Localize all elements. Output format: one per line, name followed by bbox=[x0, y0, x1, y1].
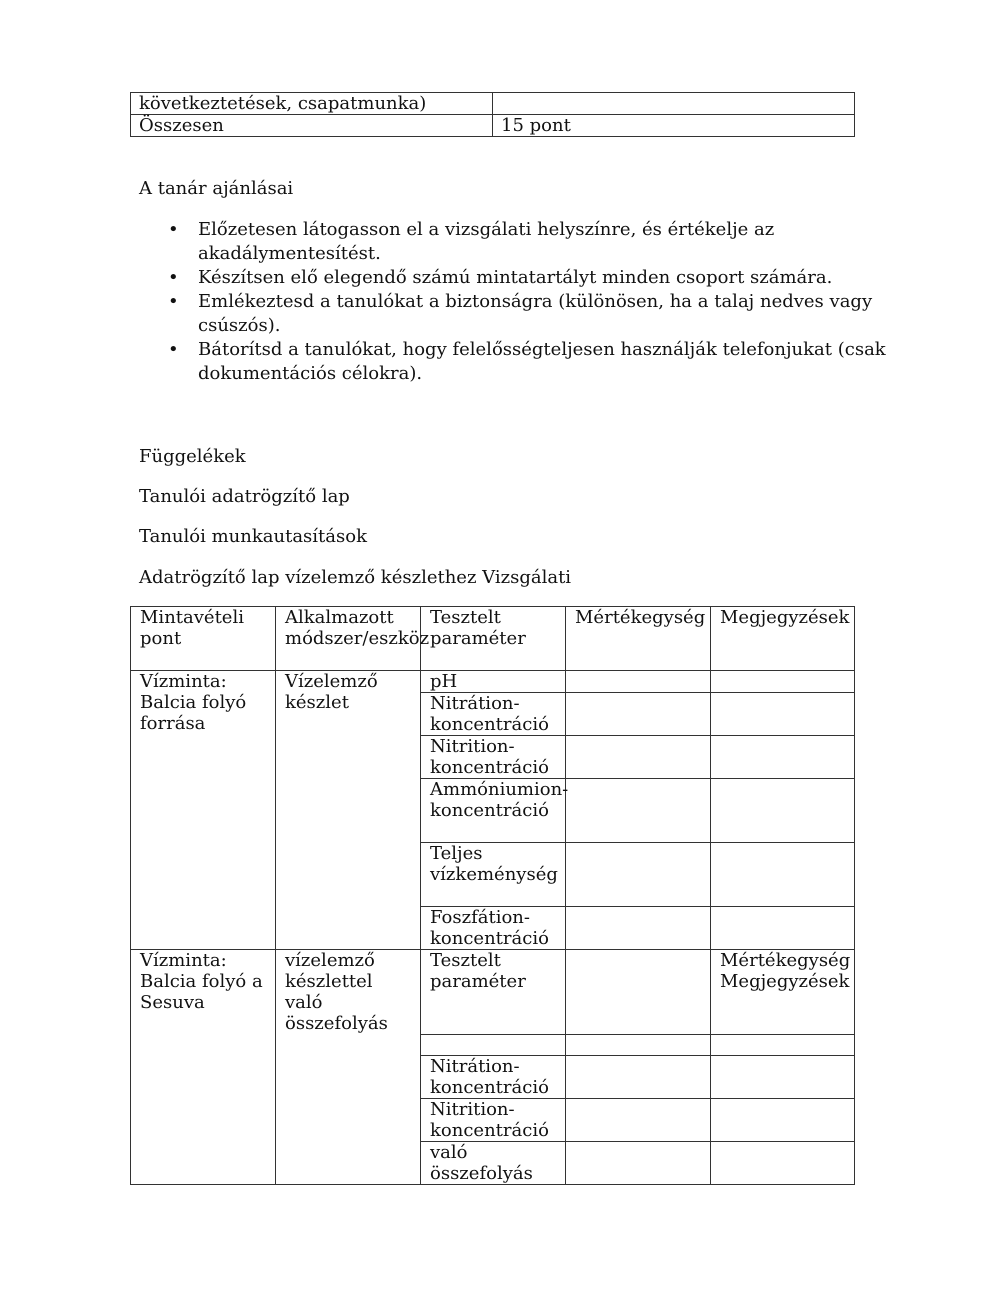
table-cell bbox=[493, 93, 855, 115]
total-label: Összesen bbox=[131, 115, 493, 137]
column-header: Alkalmazott módszer/eszköz bbox=[276, 607, 421, 671]
table-row bbox=[131, 115, 855, 137]
note-cell bbox=[711, 1056, 855, 1099]
list-item bbox=[168, 290, 888, 338]
table-cell: következtetések, csapatmunka) bbox=[131, 93, 493, 115]
unit-cell bbox=[566, 671, 711, 693]
param-cell: Teljes vízkeménység bbox=[421, 843, 566, 907]
note-cell bbox=[711, 779, 855, 843]
note-cell: Mértékegység Megjegyzések bbox=[711, 950, 855, 1035]
bullet-icon: • bbox=[168, 267, 179, 288]
list-item-text: Bátorítsd a tanulókat, hogy felelősségteljesen használják telefonjukat (csak dokumentációs célokra). bbox=[198, 339, 886, 384]
appendix-title: Függelékek bbox=[139, 446, 246, 467]
column-header: Mértékegység bbox=[566, 607, 711, 671]
unit-cell bbox=[566, 1142, 711, 1185]
param-cell: Ammóniumion-koncentráció bbox=[421, 779, 566, 843]
column-header: Megjegyzések bbox=[711, 607, 855, 671]
table-header-row bbox=[131, 607, 855, 671]
method-cell: vízelemző készlettel való összefolyás bbox=[276, 950, 421, 1185]
param-cell: pH bbox=[421, 671, 566, 693]
param-cell: Nitrition-koncentráció bbox=[421, 1099, 566, 1142]
note-cell bbox=[711, 1142, 855, 1185]
unit-cell bbox=[566, 693, 711, 736]
bullet-icon: • bbox=[168, 339, 179, 360]
list-item-text: Előzetesen látogasson el a vizsgálati helyszínre, és értékelje az akadálymentesítést. bbox=[198, 219, 775, 264]
unit-cell bbox=[566, 950, 711, 1035]
appendix-line: Tanulói adatrögzítő lap bbox=[139, 486, 350, 507]
param-cell: Tesztelt paraméter bbox=[421, 950, 566, 1035]
note-cell bbox=[711, 843, 855, 907]
data-table bbox=[130, 606, 855, 1185]
param-cell: való összefolyás bbox=[421, 1142, 566, 1185]
recommendations-heading: A tanár ajánlásai bbox=[139, 178, 294, 199]
score-table bbox=[130, 92, 855, 137]
table-row bbox=[131, 950, 855, 1035]
unit-cell bbox=[566, 779, 711, 843]
param-cell: Nitrátion-koncentráció bbox=[421, 693, 566, 736]
sample-point-cell: Vízminta: Balcia folyó forrása bbox=[131, 671, 276, 950]
note-cell bbox=[711, 1099, 855, 1142]
unit-cell bbox=[566, 1099, 711, 1142]
unit-cell bbox=[566, 843, 711, 907]
unit-cell bbox=[566, 1056, 711, 1099]
column-header: Mintavételi pont bbox=[131, 607, 276, 671]
note-cell bbox=[711, 736, 855, 779]
list-item-text: Készítsen elő elegendő számú mintatartályt minden csoport számára. bbox=[198, 267, 833, 288]
total-value: 15 pont bbox=[493, 115, 855, 137]
method-cell: Vízelemző készlet bbox=[276, 671, 421, 950]
note-cell bbox=[711, 1035, 855, 1056]
bullet-icon: • bbox=[168, 291, 179, 312]
column-header: Tesztelt paraméter bbox=[421, 607, 566, 671]
appendix-line: Adatrögzítő lap vízelemző készlethez Vizsgálati bbox=[139, 567, 572, 588]
param-cell: Nitrition-koncentráció bbox=[421, 736, 566, 779]
param-cell bbox=[421, 1035, 566, 1056]
sample-point-cell: Vízminta: Balcia folyó a Sesuva bbox=[131, 950, 276, 1185]
list-item-text: Emlékeztesd a tanulókat a biztonságra (különösen, ha a talaj nedves vagy csúszós). bbox=[198, 291, 873, 336]
bullet-icon: • bbox=[168, 219, 179, 240]
list-item bbox=[168, 218, 888, 266]
param-cell: Nitrátion-koncentráció bbox=[421, 1056, 566, 1099]
param-cell: Foszfátion-koncentráció bbox=[421, 907, 566, 950]
list-item bbox=[168, 338, 888, 386]
note-cell bbox=[711, 907, 855, 950]
unit-cell bbox=[566, 736, 711, 779]
note-cell bbox=[711, 693, 855, 736]
unit-cell bbox=[566, 1035, 711, 1056]
unit-cell bbox=[566, 907, 711, 950]
table-row bbox=[131, 671, 855, 693]
list-item bbox=[168, 266, 888, 290]
note-cell bbox=[711, 671, 855, 693]
table-row bbox=[131, 93, 855, 115]
appendix-line: Tanulói munkautasítások bbox=[139, 526, 367, 547]
recommendations-list bbox=[168, 218, 888, 386]
